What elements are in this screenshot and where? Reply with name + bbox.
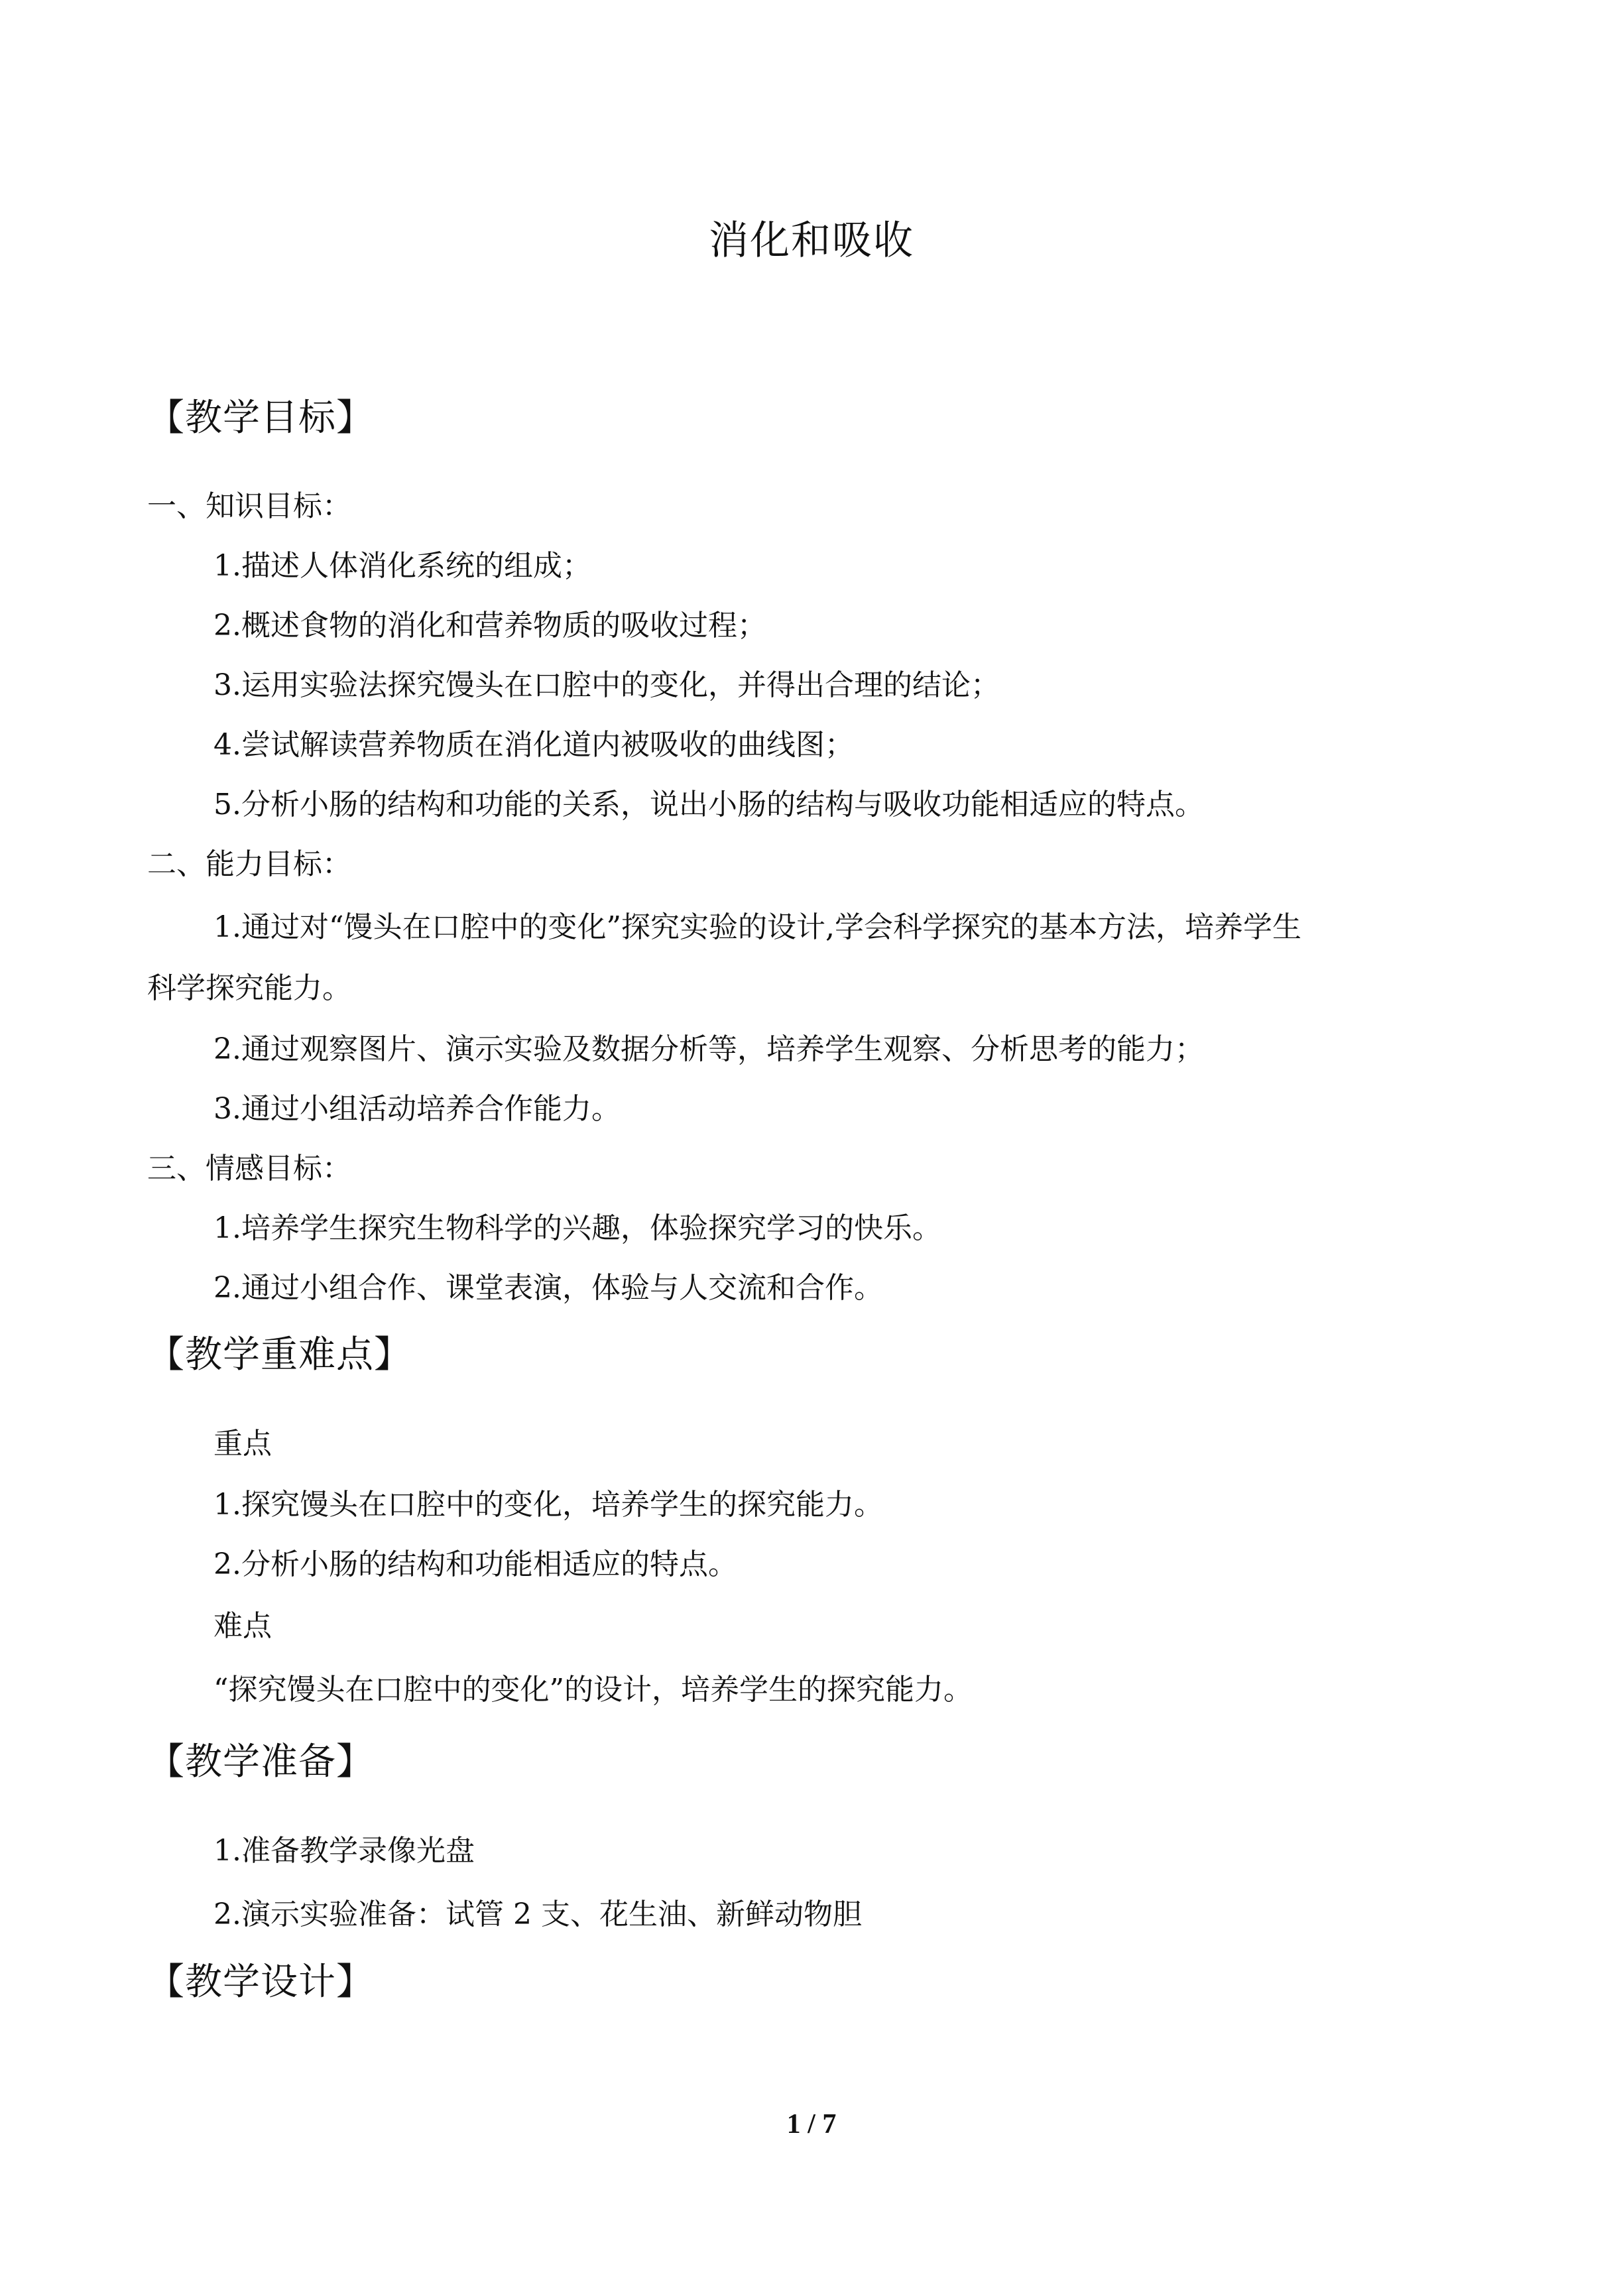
section-heading-key-points: 【教学重难点】: [147, 1333, 412, 1376]
knowledge-goal-4: 4.尝试解读营养物质在消化道内被吸收的曲线图；: [213, 728, 854, 762]
ability-goal-2: 2.通过观察图片、演示实验及数据分析等，培养学生观察、分析思考的能力；: [213, 1032, 1204, 1066]
ability-goal-1-line-1: 1.通过对“馒头在口腔中的变化”探究实验的设计,学会科学探究的基本方法，培养学生: [213, 910, 1301, 944]
key-point-1: 1.探究馒头在口腔中的变化，培养学生的探究能力。: [213, 1488, 883, 1522]
knowledge-goals-label: 一、知识目标：: [147, 489, 351, 523]
section-heading-design: 【教学设计】: [147, 1961, 374, 2004]
page-number: 1 / 7: [786, 2109, 837, 2140]
key-point-2: 2.分析小肠的结构和功能相适应的特点。: [213, 1547, 737, 1581]
emotion-goal-2: 2.通过小组合作、课堂表演，体验与人交流和合作。: [213, 1271, 883, 1305]
difficult-point: “探究馒头在口腔中的变化”的设计，培养学生的探究能力。: [213, 1673, 973, 1707]
section-heading-objectives: 【教学目标】: [147, 396, 374, 440]
page-title: 消化和吸收: [709, 217, 914, 264]
preparation-item-2: 2.演示实验准备：试管 2 支、花生油、新鲜动物胆: [213, 1898, 862, 1931]
knowledge-goal-2: 2.概述食物的消化和营养物质的吸收过程；: [213, 609, 766, 642]
knowledge-goal-3: 3.运用实验法探究馒头在口腔中的变化，并得出合理的结论；: [213, 668, 1000, 702]
difficult-points-label: 难点: [213, 1609, 272, 1643]
ability-goals-label: 二、能力目标：: [147, 847, 351, 881]
ability-goal-3: 3.通过小组活动培养合作能力。: [213, 1092, 621, 1126]
emotion-goal-1: 1.培养学生探究生物科学的兴趣，体验探究学习的快乐。: [213, 1211, 941, 1245]
preparation-item-1: 1.准备教学录像光盘: [213, 1834, 475, 1868]
key-points-label: 重点: [213, 1427, 272, 1461]
knowledge-goal-5: 5.分析小肠的结构和功能的关系，说出小肠的结构与吸收功能相适应的特点。: [213, 788, 1204, 821]
knowledge-goal-1: 1.描述人体消化系统的组成；: [213, 549, 591, 583]
emotion-goals-label: 三、情感目标：: [147, 1152, 351, 1185]
ability-goal-1-line-2: 科学探究能力。: [147, 971, 351, 1005]
section-heading-preparation: 【教学准备】: [147, 1740, 374, 1783]
